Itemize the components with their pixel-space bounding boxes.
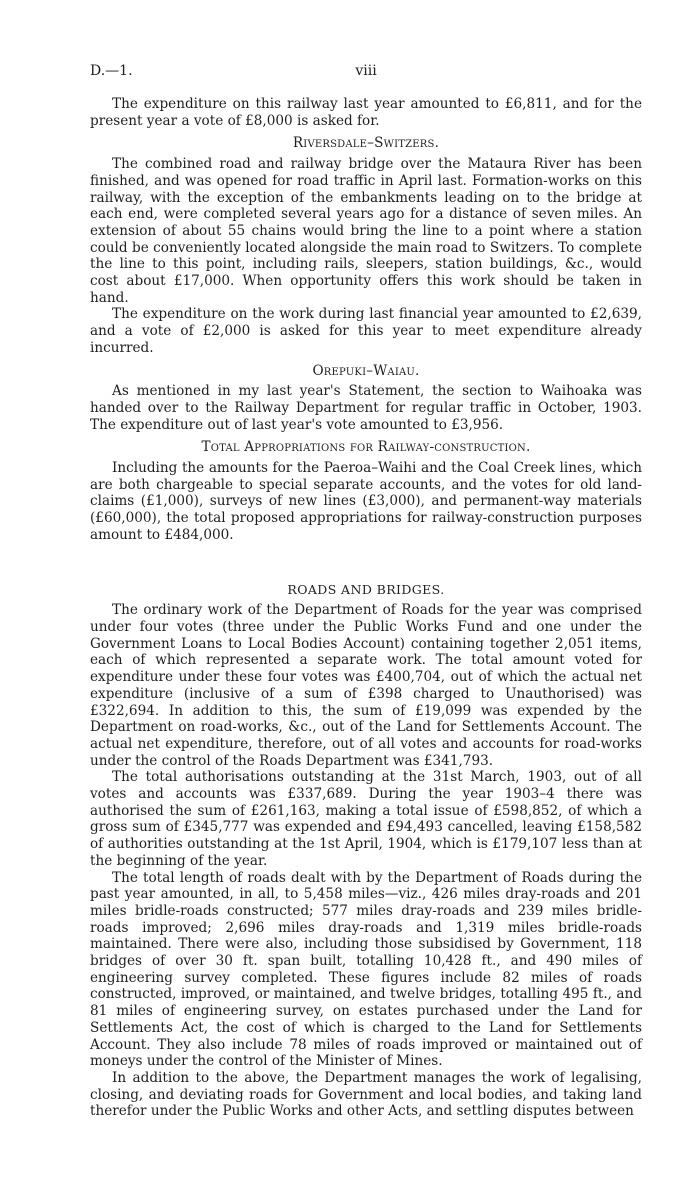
page-header bbox=[90, 63, 642, 83]
paragraph: In addition to the above, the Department manages the work of legalising, closing, and deviating roads for Government and local bodies, and taking land therefor under the Public Works and other Acts, and settling disputes between bbox=[90, 1069, 642, 1120]
section-heading-total-appropriations: Total Appropriations for Railway-construction. bbox=[201, 439, 531, 456]
page-body bbox=[90, 96, 642, 1120]
paragraph: The total length of roads dealt with by the Department of Roads during the past year amounted, in all, to 5,458 miles—viz., 426 miles dray-roads and 201 miles bridle-roads constructed; 577 miles dray-roads and 239 miles bridle-roads improved; 2,696 miles dray-roads and 1,319 miles bridle-roads maintained. There were also, including those subsidised by Government, 118 bridges of over 30 ft. span built, totalling 10,428 ft., and 490 miles of engineering survey completed. These figures include 82 miles of roads constructed, improved, or maintained, and twelve bridges, totalling 495 ft., and 81 miles of engineering survey, on estates purchased under the Land for Settlements Act, the cost of which is charged to the Land for Settlements Account. They also include 78 miles of roads improved or maintained out of moneys under the control of the Minister of Mines. bbox=[90, 869, 642, 1070]
paragraph: As mentioned in my last year's Statement, the section to Waihoaka was handed over to the Railway Department for regular traffic in October, 1903. The expenditure out of last year's vote amounted to £3,956. bbox=[90, 383, 642, 433]
page-number: viii bbox=[355, 63, 377, 79]
paragraph: The total authorisations outstanding at the 31st March, 1903, out of all votes and accounts was £337,689. During the year 1903–4 there was authorised the sum of £261,163, making a total issue of £598,852, of which a gross sum of £345,777 was expended and £94,493 cancelled, leaving £158,582 of authorities outstanding at the 1st April, 1904, which is £179,107 less than at the beginning of the year. bbox=[90, 769, 642, 869]
paragraph: The combined road and railway bridge over the Mataura River has been finished, and was opened for road traffic in April last. Formation-works on this railway, with the exception of the embankments leading on to the bridge at each end, were completed several years ago for a distance of seven miles. An extension of about 55 chains would bring the line to a point where a station could be conveniently located alongside the main road to Switzers. To complete the line to this point, including rails, sleepers, station buildings, &c., would cost about £17,000. When opportunity offers this work should be taken in hand. bbox=[90, 156, 642, 306]
section-heading-riversdale: Riversdale–Switzers. bbox=[292, 135, 440, 152]
paragraph: The ordinary work of the Department of Roads for the year was comprised under four votes (three under the Public Works Fund and one under the Government Loans to Local Bodies Account) containing together 2,051 items, each of which represented a separate work. The total amount voted for expenditure under these four votes was £400,704, out of which the actual net expenditure (inclusive of a sum of £398 charged to Unauthorised) was £322,694. In addition to this, the sum of £19,099 was expended by the Department on road-works, &c., out of the Land for Settlements Account. The actual net expenditure, therefore, out of all votes and accounts for road-works under the control of the Roads Department was £341,793. bbox=[90, 602, 642, 769]
section-heading-orepuki: Orepuki–Waiau. bbox=[312, 362, 420, 379]
section-heading-roads-and-bridges: ROADS AND BRIDGES. bbox=[287, 581, 445, 597]
paper-reference: D.—1. bbox=[90, 63, 133, 79]
paragraph: Including the amounts for the Paeroa–Waihi and the Coal Creek lines, which are both chargeable to special separate accounts, and the votes for old land-claims (£1,000), surveys of new lines (£3,000), and permanent-way materials (£60,000), the total proposed appropriations for railway-construction purposes amount to £484,000. bbox=[90, 460, 642, 543]
intro-paragraph: The expenditure on this railway last year amounted to £6,811, and for the present year a vote of £8,000 is asked for. bbox=[90, 96, 642, 129]
paragraph: The expenditure on the work during last financial year amounted to £2,639, and a vote of £2,000 is asked for this year to meet expenditure already incurred. bbox=[90, 306, 642, 356]
